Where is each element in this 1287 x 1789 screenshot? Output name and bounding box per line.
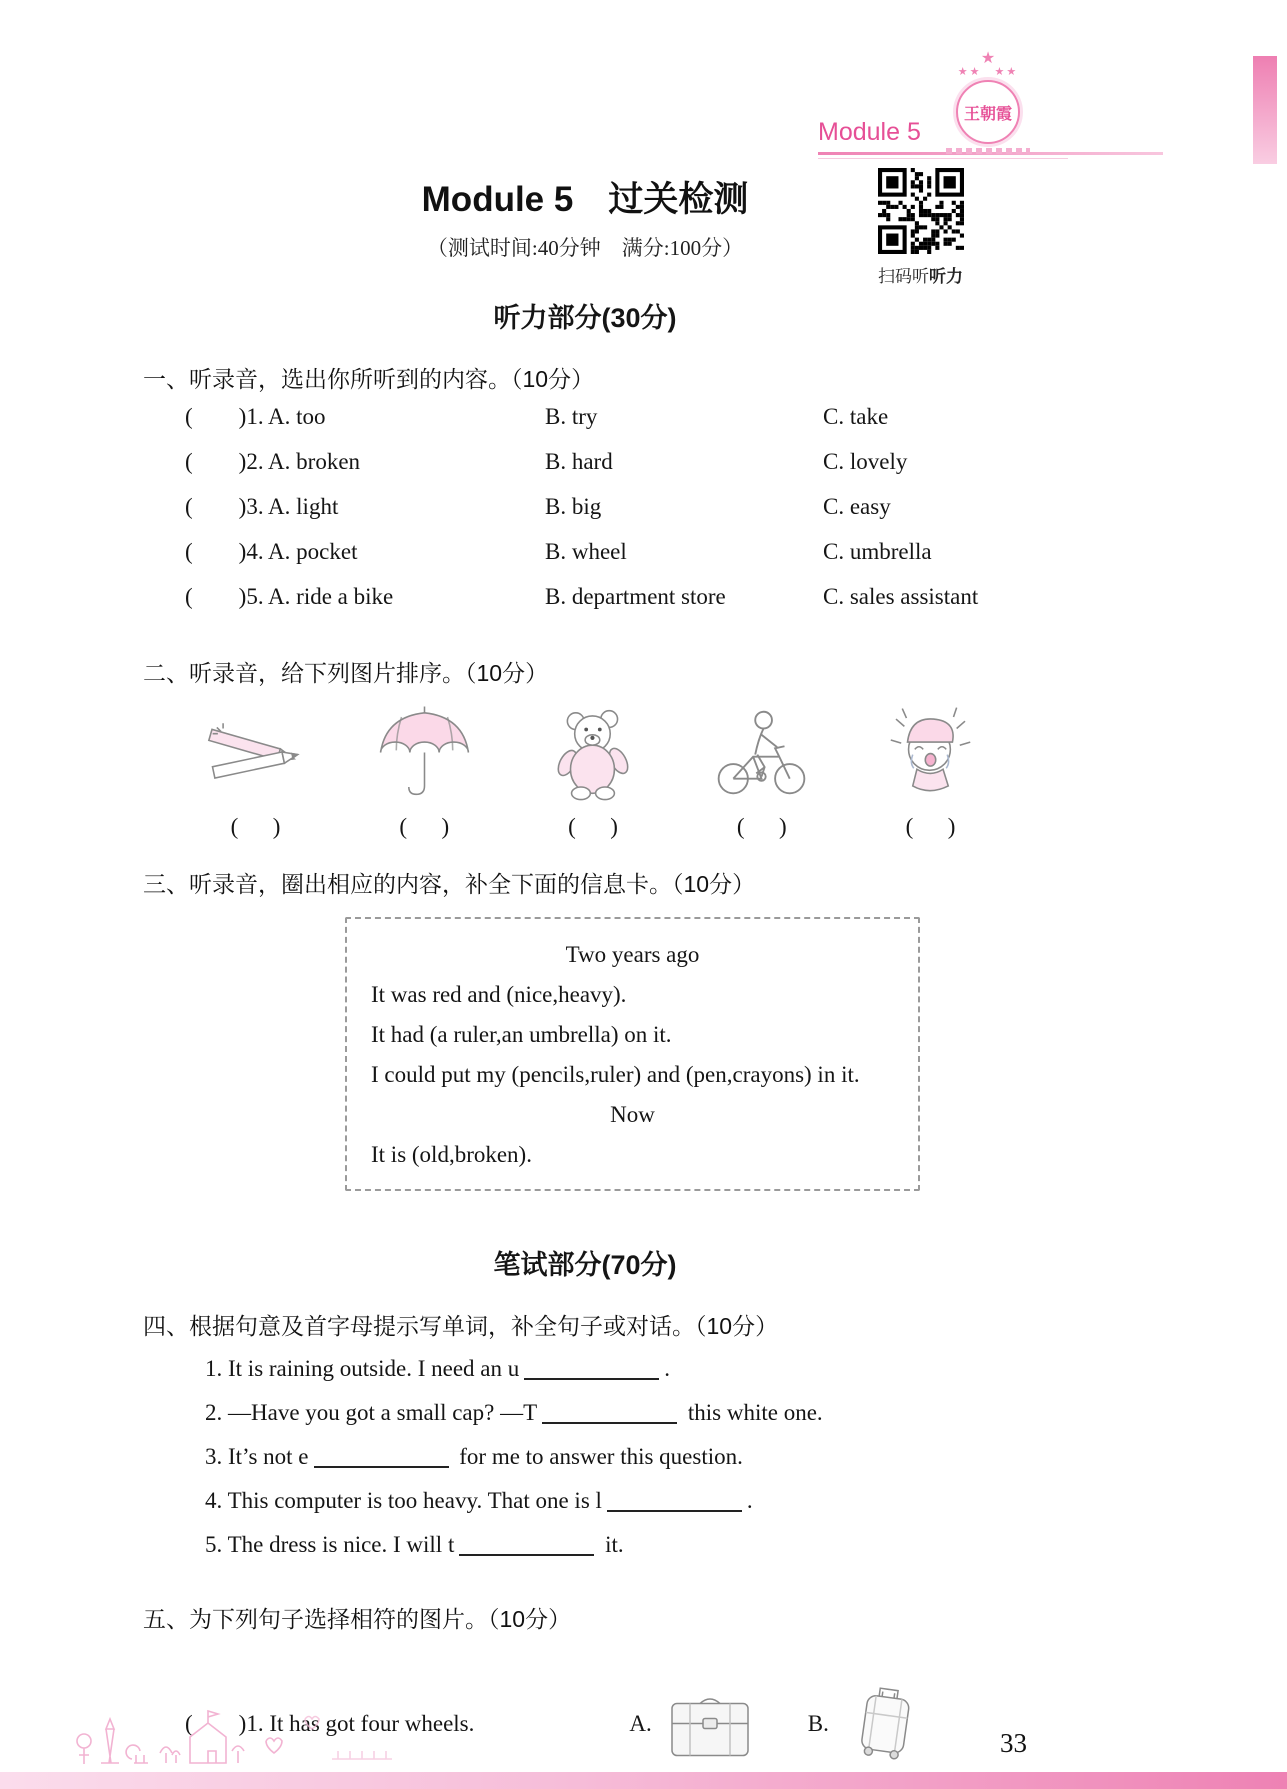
- answer-bracket: ( ): [185, 449, 247, 474]
- ride-a-bike-image: [704, 702, 819, 802]
- picture-crying-child: [868, 702, 993, 840]
- module-tag: Module 5: [818, 118, 921, 146]
- card-line: Now: [610, 1102, 655, 1127]
- answer-bracket: ( ): [230, 814, 281, 839]
- crayons-image: [198, 702, 313, 802]
- pictures-row: [193, 702, 993, 840]
- page-number: 33: [1000, 1728, 1027, 1758]
- option-b: B. department store: [545, 584, 726, 609]
- part4-items: [205, 1356, 1287, 1561]
- teddy-bear-image: [536, 702, 651, 802]
- option-a-label: A.: [629, 1711, 652, 1736]
- option-b: B. try: [545, 404, 598, 429]
- page-title: Module 5 过关检测: [421, 180, 749, 219]
- bottom-accent-bar: [0, 1772, 1287, 1789]
- answer-bracket: ( ): [185, 539, 247, 564]
- picture-teddy-bear: [531, 702, 656, 840]
- fill-item: [205, 1532, 1287, 1561]
- option-c: C. sales assistant: [823, 584, 979, 609]
- part4-stem: 四、根据句意及首字母提示写单词，补全句子或对话。（10分）: [143, 1313, 779, 1339]
- page-subtitle: （测试时间:40分钟 满分:100分）: [426, 236, 744, 260]
- option-a: 1. A. too: [246, 404, 326, 429]
- fill-post: .: [664, 1356, 671, 1381]
- card-line: It was red and (nice,heavy).: [371, 982, 627, 1007]
- stamp-stars-icon: ★★ ★★: [957, 66, 1019, 78]
- choice-row: [185, 404, 1287, 449]
- part1-stem: 一、听录音，选出你所听到的内容。（10分）: [143, 366, 595, 392]
- part5-stem: 五、为下列句子选择相符的图片。（10分）: [143, 1606, 572, 1632]
- card-line: It is (old,broken).: [371, 1142, 532, 1167]
- fill-pre: 5. The dress is nice. I will t: [205, 1532, 455, 1557]
- answer-blank: [542, 1402, 677, 1424]
- brand-stamp-circle: [956, 80, 1020, 144]
- stamp-star-icon: ★: [980, 50, 996, 67]
- option-b-label: B.: [807, 1711, 829, 1736]
- card-line: I could put my (pencils,ruler) and (pen,crayons) in it.: [371, 1062, 860, 1087]
- part2-stem: 二、听录音，给下列图片排序。（10分）: [143, 660, 549, 686]
- page-edge-bar: [1253, 56, 1277, 164]
- picture-umbrella: [362, 702, 487, 840]
- qr-caption: [878, 262, 974, 287]
- brand-name: 王朝霞: [963, 105, 1012, 123]
- part3-stem: 三、听录音，圈出相应的内容，补全下面的信息卡。（10分）: [143, 871, 756, 897]
- answer-bracket: ( ): [185, 494, 247, 519]
- answer-blank: [607, 1490, 742, 1512]
- fill-post: .: [746, 1488, 753, 1513]
- choice-row: [185, 539, 1287, 584]
- answer-blank: [314, 1446, 449, 1468]
- fill-pre: 3. It’s not e: [205, 1444, 309, 1469]
- answer-bracket: ( ): [185, 584, 247, 609]
- listening-section-heading: 听力部分(30分): [493, 303, 677, 333]
- qr-block: [878, 168, 974, 287]
- picture-ride-a-bike: [699, 702, 824, 840]
- option-c: C. take: [823, 404, 889, 429]
- fill-pre: 4. This computer is too heavy. That one is l: [205, 1488, 602, 1513]
- option-b: B. wheel: [545, 539, 627, 564]
- answer-bracket: ( ): [185, 1711, 247, 1736]
- info-card: [345, 917, 920, 1191]
- qr-caption-pre: 扫码听: [878, 267, 929, 286]
- briefcase-image: [660, 1680, 760, 1768]
- crying-child-image: [873, 702, 988, 802]
- option-b: B. hard: [545, 449, 613, 474]
- fill-item: [205, 1356, 1287, 1385]
- choice-row: [185, 494, 1287, 539]
- option-a: 4. A. pocket: [246, 539, 358, 564]
- fill-pre: 1. It is raining outside. I need an u: [205, 1356, 520, 1381]
- option-a: 5. A. ride a bike: [246, 584, 394, 609]
- answer-bracket: ( ): [185, 404, 247, 429]
- brand-stamp: [938, 52, 1038, 154]
- choice-row: [185, 449, 1287, 494]
- part1-rows: [185, 404, 1287, 629]
- umbrella-image: [367, 702, 482, 802]
- card-line: Two years ago: [565, 942, 700, 967]
- picture-crayons: [193, 702, 318, 840]
- match-sentence: 1. It has got four wheels.: [246, 1711, 475, 1736]
- stamp-small-print: [946, 148, 1030, 154]
- option-c: C. easy: [823, 494, 891, 519]
- qr-code: [878, 168, 964, 254]
- fill-item: [205, 1444, 1287, 1473]
- fill-item: [205, 1400, 1287, 1429]
- fill-post: for me to answer this question.: [453, 1444, 743, 1469]
- option-b: B. big: [545, 494, 602, 519]
- answer-bracket: ( ): [736, 814, 787, 839]
- written-section-heading: 笔试部分(70分): [493, 1250, 677, 1280]
- answer-blank: [524, 1358, 659, 1380]
- option-c: C. umbrella: [823, 539, 932, 564]
- fill-post: this white one.: [682, 1400, 823, 1425]
- option-a: 3. A. light: [246, 494, 339, 519]
- answer-bracket: ( ): [905, 814, 956, 839]
- suitcase-image: [837, 1680, 937, 1768]
- card-line: It had (a ruler,an umbrella) on it.: [371, 1022, 672, 1047]
- fill-item: [205, 1488, 1287, 1517]
- fill-pre: 2. —Have you got a small cap? —T: [205, 1400, 538, 1425]
- answer-blank: [459, 1534, 594, 1556]
- answer-bracket: ( ): [399, 814, 450, 839]
- module-tag-underline-2: [818, 158, 1068, 159]
- option-a: 2. A. broken: [246, 449, 361, 474]
- fill-post: it.: [599, 1532, 624, 1557]
- choice-row: [185, 584, 1287, 629]
- answer-bracket: ( ): [568, 814, 618, 839]
- qr-caption-bold: 听力: [929, 267, 963, 286]
- footer-doodles: [70, 1689, 410, 1773]
- option-c: C. lovely: [823, 449, 908, 474]
